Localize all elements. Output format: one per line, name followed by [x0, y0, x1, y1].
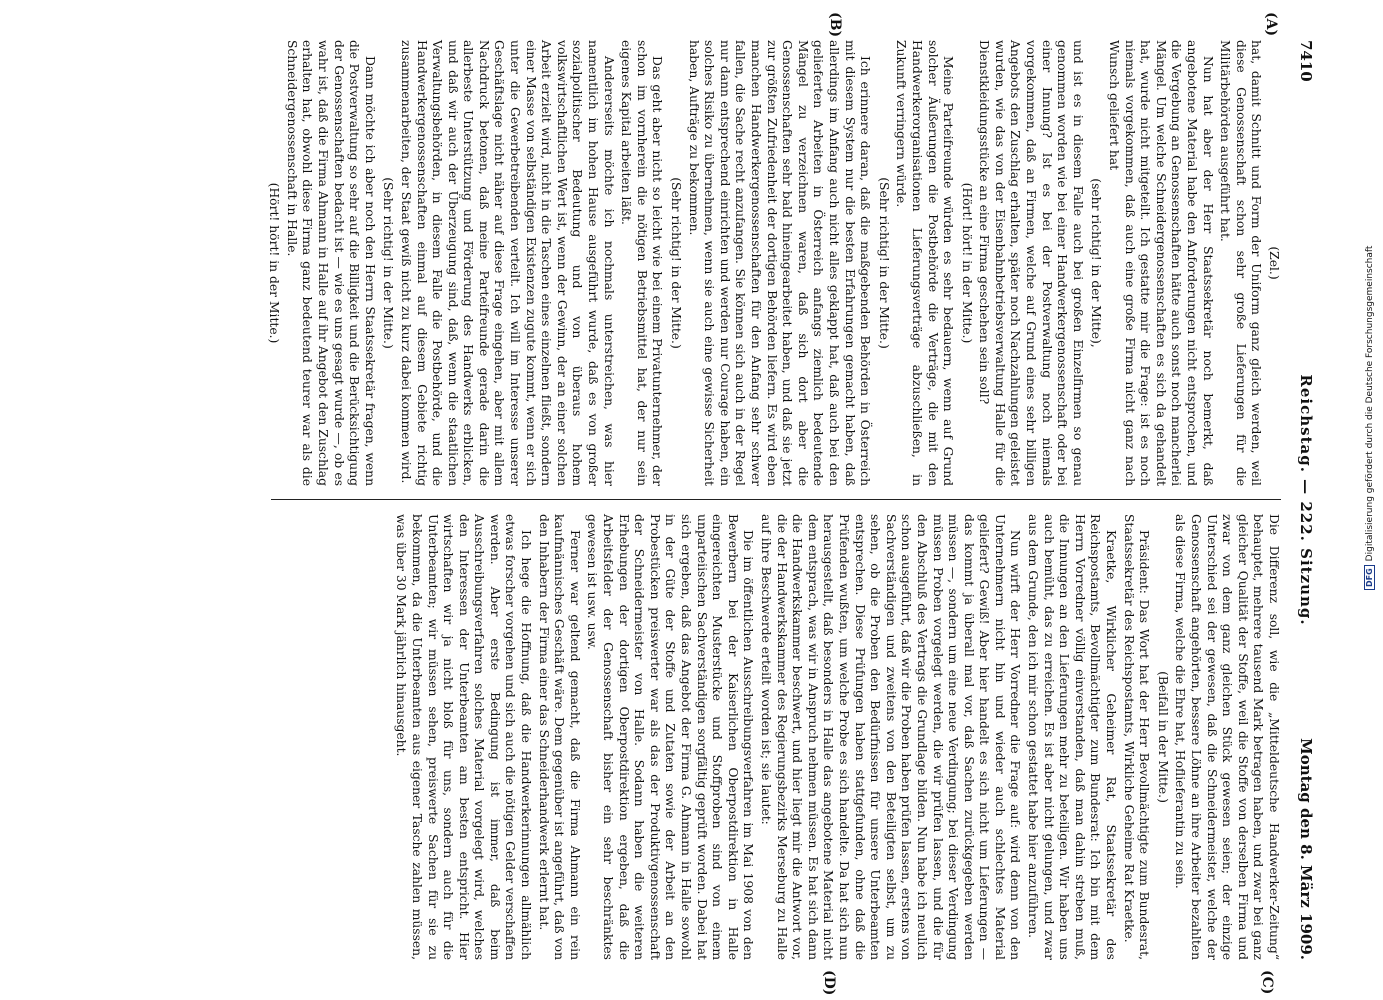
left-column: [263, 40, 1281, 486]
speaker-paragraph: Kraetke, Wirklicher Geheimer Rat, Staatssekretär des Reichspostamts, Bevollmächtigter zum Bundesrat: Ich bin mit dem Herrn Vorredner völlig einverstanden, daß man dahin streben muß, die Innungen an den Lieferungen mehr zu beteiligen. Wir haben uns auch bemüht, das zu erreichen. Es ist aber nicht gelungen, und zwar aus dem Grunde, den ich mir schon gestattet habe hier anzuführen.: [1026, 514, 1119, 960]
interjection: (Hört! hört! in der Mitte.): [267, 182, 282, 344]
footer-text: Digitalisierung gefördert durch die Deutsche Forschungsgemeinschaft: [1365, 245, 1375, 562]
page-body: [25, 12, 1315, 996]
margin-marker-c: (C): [1259, 970, 1275, 995]
page-number: 7410: [1297, 40, 1315, 82]
paragraph: Nun hat aber der Herr Staatssekretär noch bemerkt, daß angebotene Material habe den Anforderungen nicht entsprochen, und die Vergebung an Genossenschaften hätte auch sonst noch mancherlei Mängel. Um welche Schneidergenossenschaften es sich da gehandelt hat, wurde nicht mitgeteilt. Ich gestatte mir die Frage: ist es noch niemals vorgekommen, daß auch eine große Firma nicht ganz nach Wunsch geliefert hat: [1107, 40, 1215, 486]
interjection: (Sehr richtig! in der Mitte.): [876, 177, 891, 349]
quoted-letter: Die im öffentlichen Ausschreibungsverfahren im Mai 1908 von den Bewerbern bei der Kaiserlichen Oberpostdirektion in Halle eingereichten Musterstücke und Stoffproben sind von einem unparteiischen Sachverständigen sorgfältig geprüft worden. Dabei hat sich ergeben, daß das Angebot der Firma G. Ahmann in Halle sowohl in der Güte der Stoffe und Zutaten sowie der Arbeit an den Probestücken preiswerter war als das der Produktivgenossenschaft der Schneidermeister von Halle. Sodann haben die weiteren Erhebungen der dortigen Oberpostdirektion ergeben, daß die Arbeitsfelder der Genossenschaft bisher ein sehr beschränktes gewesen ist usw. usw.: [585, 514, 756, 960]
paragraph: Ich hege die Hoffnung, daß die Handwerkerinnungen allmählich etwas forscher vorgehen und sich auch die nötigen Gelder verschaffen werden. Aber erste Bedingung ist immer, daß beim Ausschreibungsverfahren solches Material vorgelegt wird, welches den Interessen der Unterbeamten am besten entspricht. Hier wirtschaften wir ja nicht bloß für uns, sondern auch für die Unterbeamten; wir müssen sehen, preiswerte Sachen für sie zu bekommen, da die Unterbeamten aus eigener Tasche zahlen müssen, was über 30 Mark jährlich hinausgeht.: [394, 514, 534, 960]
session-date: Montag den 8. März 1909.: [1297, 738, 1315, 960]
speaker-tag: (Zel.): [1267, 246, 1281, 280]
interjection: (Hört! hört! in der Mitte.): [959, 182, 974, 344]
interjection: (Sehr richtig! in der Mitte.): [669, 177, 684, 349]
paragraph: Dann möchte ich aber noch den Herrn Staatssekretär fragen, wenn die Postverwaltung so sehr auf die Billigkeit und die Berücksichtigung der Genossenschaften bedacht ist — wie es uns gesagt wurde —, ob es wahr ist, daß die Firma Ahmann in Halle auf ihr Angebot den Zuschlag erhalten hat, obwohl diese Firma ganz bedeutend teurer war als die Schneidergenossenschaft in Halle.: [284, 40, 377, 486]
president-announcement: Präsident: Das Wort hat der Herr Bevollmächtigte zum Bundesrat, Staatssekretär des Reichspostamts, Wirkliche Geheime Rat Kraetke.: [1121, 514, 1152, 960]
digitization-footer: [1364, 246, 1375, 590]
right-column: [391, 514, 1281, 960]
interjection: (Sehr richtig! in der Mitte.): [381, 177, 396, 349]
paragraph: Ich erinnere daran, daß die maßgebenden Behörden in Österreich mit diesem System nur die besten Erfahrungen gemacht haben, daß allerdings im Anfang auch nicht alles geklappt hat, daß auch bei den gelieferten Arbeiten in Österreich anfangs ziemlich bedeutende Mängel zu verzeichnen waren, daß sich dort aber die Genossenschaften sehr bald hineingearbeitet haben, und daß sie jetzt zur größten Zufriedenheit der dortigen Behörden liefern. Es wird eben manchen Handwerkergenossenschaften für den Anfang sehr schwer fallen, die Sache recht anzufangen. Sie können sich auch in der Regel nur dann entsprechend einrichten und werden nur Courage haben, ein solches Risiko zu übernehmen, wenn sie auch eine gewisse Sicherheit haben, Aufträge zu bekommen.: [686, 40, 873, 486]
paragraph: Ferner war geltend gemacht, daß die Firma Ahmann ein rein kaufmännisches Geschäft wäre. Dem gegenüber ist angeführt, daß von den Inhabern der Firma einer das Schneiderhandwerk erlernt hat.: [536, 514, 582, 960]
dfg-logo: DFG: [1364, 565, 1375, 590]
margin-marker-b: (B): [827, 12, 843, 38]
column-divider: [271, 499, 1281, 500]
paragraph: Das geht aber nicht so leicht wie bei einem Privatunternehmer, der schon im vornherein die nötigen Betriebsmittel hat, der nur sein eigenes Kapital arbeiten läßt.: [619, 40, 665, 486]
paragraph: Die Differenz soll, wie die „Mitteldeutsche Handwerker-Zeitung“ behauptet, mehrere tausend Mark betragen haben, und zwar bei ganz gleicher Qualität der Stoffe, weil die Stoffe von derselben Firma und zwar von dem ganz gleichen Stück gewesen seien; der einzige Unterschied sei der gewesen, daß die Schneidermeister, welche der Genossenschaft angehörten, bessere Löhne an ihre Arbeiter bezahlten als diese Firma, welche die Ehre hat, Hoflieferantin zu sein.: [1173, 514, 1281, 960]
paragraph: hat, damit Schnitt und Form der Uniform ganz gleich werden, weil diese Genossenschaft schon sehr große Lieferungen für die Militärbehörden ausgeführt hat.: [1218, 40, 1264, 486]
page-header: [1291, 40, 1315, 960]
paragraph: und ist es in diesem Falle auch bei großen Einzelfirmen so genau genommen worden wie bei einer Handwerkergenossenschaft oder bei einer Innung? Ist es bei der Postverwaltung noch niemals vorgekommen, daß an Firmen, welche auf Grund eines sehr billigen Angebots den Zuschlag erhalten, später noch Nachzahlungen geleistet wurden, wie das von der Eisenbahnbetriebsverwaltung Halle für die Dienstkleidungsstücke an eine Firma geschehen sein soll?: [977, 40, 1085, 486]
margin-marker-d: (D): [821, 970, 837, 996]
paragraph: Andererseits möchte ich nochmals unterstreichen, was hier namentlich im hohen Hause ausgeführt wurde, daß es von großer sozialpolitischer Bedeutung und von überaus hohem volkswirtschaftlichen Wert ist, wenn der Gewinn, der an einer solchen Arbeit erzielt wird, nicht in die Taschen eines einzelnen fließt, sondern einer Masse von selbständigen Existenzen zugute kommt, wenn er sich unter die Gewerbetreibenden verteilt. Ich will im Interesse unserer Geschäftslage nicht näher auf diese Frage eingehen, aber mit allem Nachdruck betonen, daß meine Parteifreunde gerade darin die allerbeste Unterstützung und Förderung des Handwerks erblicken, und daß wir auch der Überzeugung sind, daß, wenn die staatlichen Verwaltungsbehörden, in diesem Falle die Postbehörde, und die Handwerkergenossenschaften einmal auf diesem Gebiete richtig zusammenarbeiten, der Staat gewiß nicht zu kurz dabei kommen wird.: [398, 40, 616, 486]
interjection: (sehr richtig! in der Mitte),: [1089, 178, 1104, 348]
paragraph: Nun wirft der Herr Vorredner die Frage auf: wird denn von den Unternehmern nicht hin und wieder auch schlechtes Material geliefert? Gewiß! Aber hier handelt es sich nicht um Lieferungen — das kommt ja überall mal vor, daß Sachen zurückgegeben werden müssen —, sondern um eine neue Verdingung; bei dieser Verdingung müssen Proben vorgelegt werden, die wir prüfen lassen, und die für den Abschluß des Vertrags die Grundlage bilden. Nun habe ich neulich schon ausgeführt, daß wir die Proben haben prüfen lassen, erstens von Sachverständigen und zweitens von den Beteiligten selbst, um zu sehen, ob die Proben den Bedürfnissen für unsere Unterbeamten entsprechen. Diese Prüfungen haben stattgefunden, ohne daß die Prüfenden wußten, um welche Probe es sich handelte. Da hat sich nun herausgestellt, daß besonders in Halle das angebotene Material nicht dem entsprach, was wir in Anspruch nehmen müssen. Es hat sich dann die Handwerkskammer beschwert, und hier liegt mir die Antwort vor, die der Handwerkskammer des Regierungsbezirks Merseburg zu Halle auf ihre Beschwerde erteilt worden ist; sie lautet:: [759, 514, 1023, 960]
interjection: (Beifall in der Mitte.): [1155, 671, 1170, 803]
margin-marker-a: (A): [1263, 12, 1279, 37]
session-title: Reichstag. — 222. Sitzung.: [1297, 374, 1315, 626]
paragraph: Meine Parteifreunde würden es sehr bedauern, wenn auf Grund solcher Äußerungen die Postbehörde die Verträge, die mit den Handwerkerorganisationen Lieferungsverträge abzuschließen, in Zukunft verringern würde.: [894, 40, 956, 486]
